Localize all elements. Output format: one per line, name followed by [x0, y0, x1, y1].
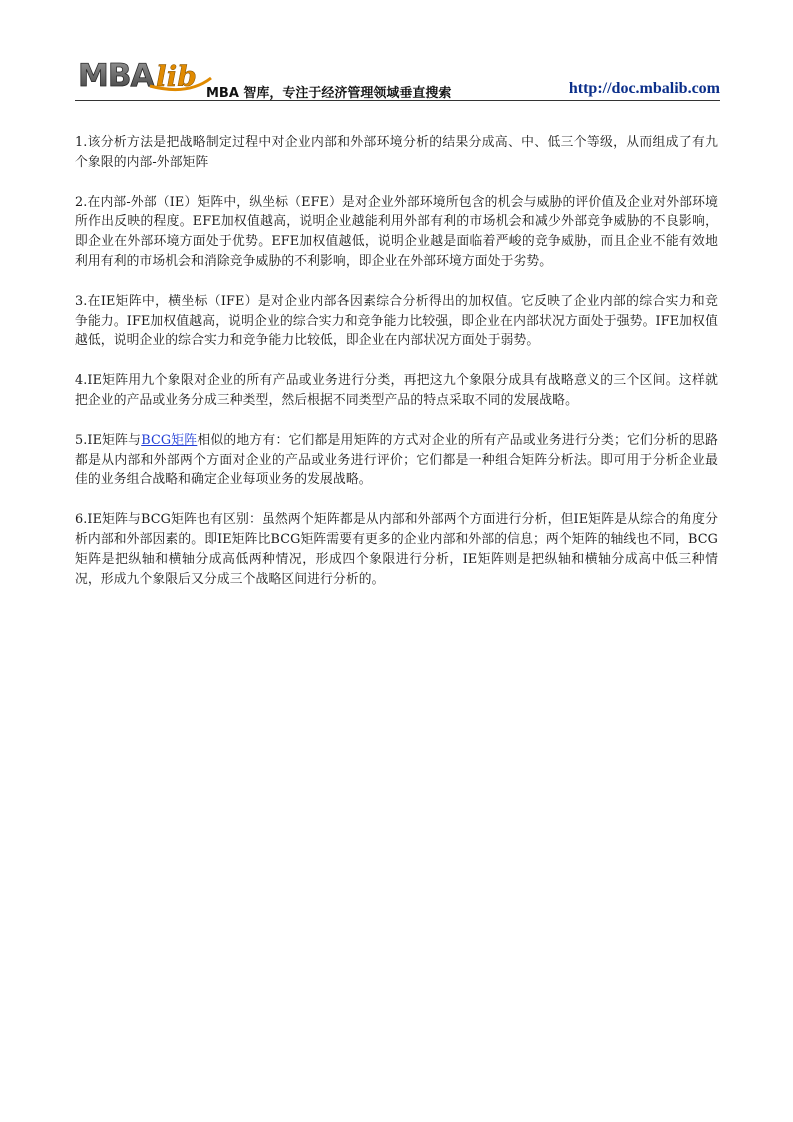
site-tagline: MBA 智库，专注于经济管理领域垂直搜索	[206, 86, 452, 101]
header-divider	[75, 100, 720, 101]
svg-text:MBA: MBA	[78, 58, 154, 94]
site-url-link[interactable]: http://doc.mbalib.com	[568, 80, 720, 97]
paragraph-6: 6.IE矩阵与BCG矩阵也有区别：虽然两个矩阵都是从内部和外部两个方面进行分析，但IE矩阵是从综合的角度分析内部和外部因素的。即IE矩阵比BCG矩阵需要有更多的企业内部和外部的信息；两个矩阵的轴线也不同，BCG矩阵是把纵轴和横轴分成高低两种情况，形成四个象限进行分析，IE矩阵则是把纵轴和横轴分成高中低三种情况，形成九个象限后又分成三个战略区间进行分析的。	[75, 512, 718, 587]
document-body	[75, 133, 718, 609]
paragraph-3: 3.在IE矩阵中，横坐标（IFE）是对企业内部各因素综合分析得出的加权值。它反映了企业内部的综合实力和竞争能力。IFE加权值越高，说明企业的综合实力和竞争能力比较强，即企业在内部状况方面处于强势。IFE加权值越低，说明企业的综合实力和竞争能力比较低，即企业在内部状况方面处于弱势。	[75, 293, 718, 349]
paragraph-4: 4.IE矩阵用九个象限对企业的所有产品或业务进行分类，再把这九个象限分成具有战略意义的三个区间。这样就把企业的产品或业务分成三种类型，然后根据不同类型产品的特点采取不同的发展战略。	[75, 373, 718, 408]
paragraph-2: 2.在内部-外部（IE）矩阵中，纵坐标（EFE）是对企业外部环境所包含的机会与威胁的评价值及企业对外部环境所作出反映的程度。EFE加权值越高，说明企业越能利用外部有利的市场机会和减少外部竞争威胁的不良影响，即企业在外部环境方面处于优势。EFE加权值越低，说明企业越是面临着严峻的竞争威胁，而且企业不能有效地利用有利的市场机会和消除竞争威胁的不利影响，即企业在外部环境方面处于劣势。	[75, 194, 718, 269]
page-header	[75, 56, 720, 101]
paragraph-5-prefix: 5.IE矩阵与	[75, 432, 142, 448]
paragraph-5	[75, 431, 718, 490]
bcg-matrix-link[interactable]: BCG矩阵	[141, 432, 198, 448]
svg-text:lib: lib	[156, 60, 197, 93]
paragraph-1: 1.该分析方法是把战略制定过程中对企业内部和外部环境分析的结果分成高、中、低三个等级，从而组成了有九个象限的内部-外部矩阵	[75, 135, 718, 170]
paragraph-5-suffix: 相似的地方有：它们都是用矩阵的方式对企业的所有产品或业务进行分类；它们分析的思路都是从内部和外部两个方面对企业的产品或业务进行评价；它们都是一种组合矩阵分析法。即可用于分析企业最佳的业务组合战略和确定企业每项业务的发展战略。	[75, 432, 719, 488]
